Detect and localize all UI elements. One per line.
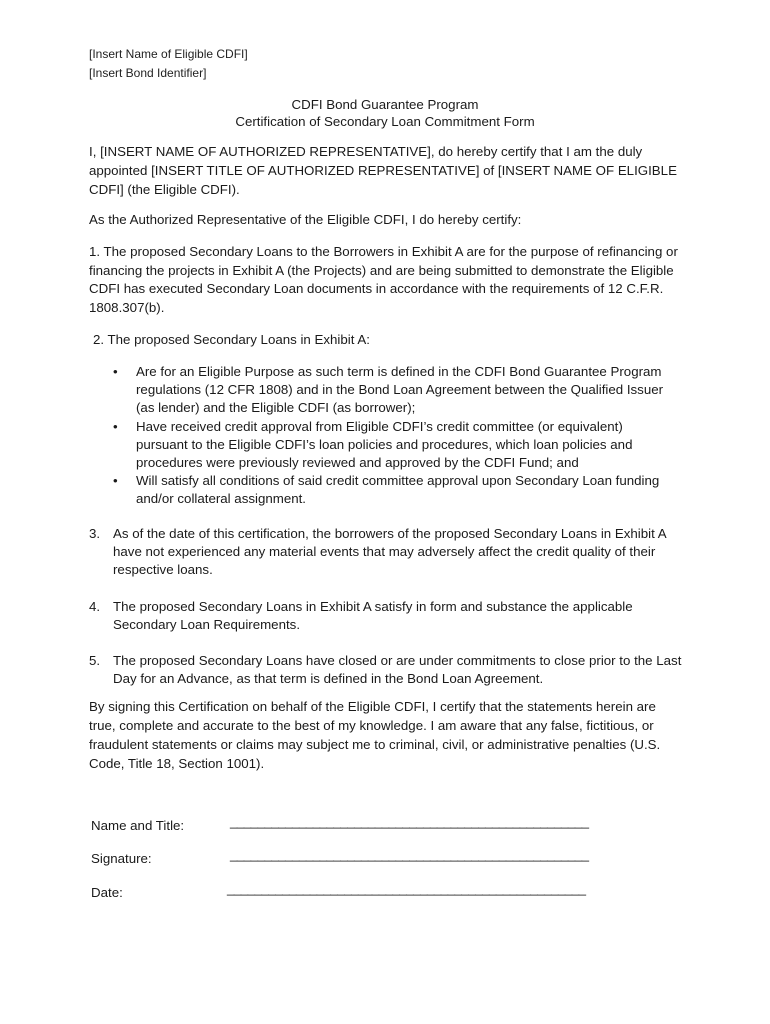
name-title-line[interactable]: ____________________________________________________ <box>230 814 589 829</box>
bullet-icon: • <box>113 364 118 379</box>
bullet-text: Are for an Eligible Purpose as such term is defined in the CDFI Bond Guarantee Program regulations (12 CFR 1808) and in the Bond Loan Agreement between the Qualified Issuer (as lender) and the Eligible CDFI (as borrower); <box>136 364 664 416</box>
bullet-text: Will satisfy all conditions of said credit committee approval upon Secondary Loan funding and/or collateral assignment. <box>136 473 660 507</box>
item-5-text: The proposed Secondary Loans have closed or are under commitments to close prior to the Last Day for an Advance, as that term is defined in the Bond Loan Agreement. <box>113 653 682 687</box>
item-1: 1. The proposed Secondary Loans to the Borrowers in Exhibit A are for the purpose of refinancing or financing the projects in Exhibit A (the Projects) and are being submitted to demonstrate the Eligible CDFI has executed Secondary Loan documents in accordance with the requirements of 12 C.F.R. 1808.307(b). <box>89 244 678 315</box>
name-title-label: Name and Title: <box>91 818 185 833</box>
program-title: CDFI Bond Guarantee Program <box>291 97 479 112</box>
date-label: Date: <box>91 885 123 900</box>
item-3-number: 3. <box>89 526 101 541</box>
closing-paragraph: By signing this Certification on behalf of the Eligible CDFI, I certify that the statements herein are true, complete and accurate to the best of my knowledge. I am aware that any false, fictitious, or fraudulent statements or claims may subject me to criminal, civil, or administrative penalties (U.S. Code, Title 18, Section 1001). <box>89 699 661 771</box>
intro-paragraph: I, [INSERT NAME OF AUTHORIZED REPRESENTATIVE], do hereby certify that I am the duly appointed [INSERT TITLE OF AUTHORIZED REPRESENTATIVE] of [INSERT NAME OF ELIGIBLE CDFI] (the Eligible CDFI). <box>89 144 677 197</box>
bullet-text: Have received credit approval from Eligible CDFI’s credit committee (or equivalent) pursuant to the Eligible CDFI’s loan policies and procedures, which loan policies and procedures were previously reviewed and approved by the CDFI Fund; and <box>136 418 633 471</box>
item-4-number: 4. <box>89 599 101 614</box>
bullet-icon: • <box>113 418 118 434</box>
item-3-text: As of the date of this certification, the borrowers of the proposed Secondary Loans in Exhibit A have not experienced any material events that may adversely affect the credit quality of their respective loans. <box>113 526 666 578</box>
signature-line[interactable]: ____________________________________________________ <box>230 847 589 862</box>
bullet-icon: • <box>113 473 118 489</box>
item-2-bullet-list <box>113 363 673 509</box>
list-item <box>113 472 673 508</box>
cdfi-name-placeholder: [Insert Name of Eligible CDFI] <box>89 47 248 61</box>
date-line[interactable]: ____________________________________________________ <box>227 881 586 896</box>
certify-lead: As the Authorized Representative of the Eligible CDFI, I do hereby certify: <box>89 212 522 227</box>
list-item <box>113 363 673 418</box>
document-title <box>0 96 770 130</box>
item-5-number: 5. <box>89 653 101 668</box>
form-title: Certification of Secondary Loan Commitment Form <box>235 114 535 129</box>
item-4-text: The proposed Secondary Loans in Exhibit A satisfy in form and substance the applicable Secondary Loan Requirements. <box>113 599 633 633</box>
bond-identifier-placeholder: [Insert Bond Identifier] <box>89 66 207 80</box>
list-item <box>113 418 673 473</box>
signature-label: Signature: <box>91 851 152 866</box>
item-2-lead: 2. The proposed Secondary Loans in Exhibit A: <box>93 332 370 347</box>
